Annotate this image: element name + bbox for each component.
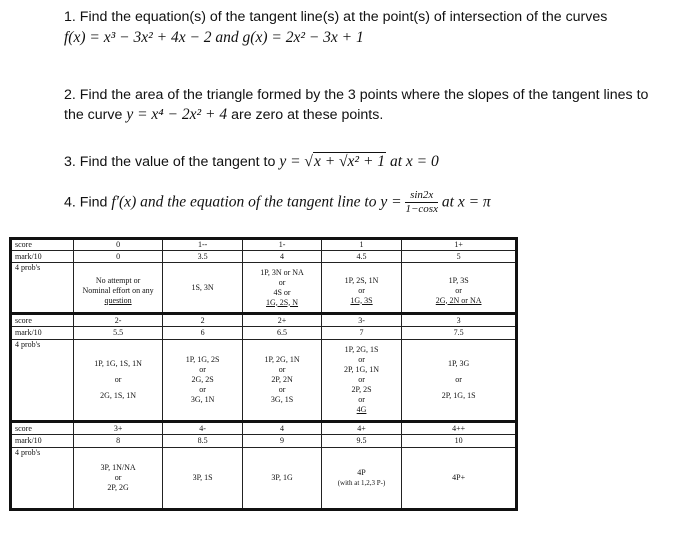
criteria-line: or — [358, 285, 365, 295]
question-3 — [64, 152, 439, 172]
criteria-cell — [243, 263, 321, 314]
criteria-line: 2G, 2S — [191, 375, 214, 384]
question-4-math: f′(x) and the equation of the tangent line to y = — [111, 193, 402, 211]
question-2-tail: are zero at these points. — [231, 107, 384, 123]
mark-cell: 4.5 — [321, 251, 402, 263]
mark-cell: 7.5 — [402, 327, 517, 340]
mark-cell: 8.5 — [162, 435, 242, 448]
criteria-line: 1P, 3S — [448, 275, 469, 285]
criteria-cell — [162, 340, 242, 422]
mark-row — [11, 435, 517, 448]
criteria-line: 4G — [356, 405, 367, 414]
problems-row — [11, 263, 517, 314]
mark-cell: 6.5 — [243, 327, 321, 340]
criteria-line: 2P, 2N — [271, 375, 293, 384]
criteria-line: 1P, 2G, 1S — [344, 345, 379, 354]
score-cell: 2+ — [243, 314, 321, 327]
grading-rubric-table — [9, 237, 518, 511]
criteria-line: No attempt or — [95, 275, 141, 285]
mark-cell: 7 — [321, 327, 402, 340]
score-cell: 4++ — [402, 422, 517, 435]
mark-cell: 10 — [402, 435, 517, 448]
mark-row — [11, 327, 517, 340]
score-row — [11, 239, 517, 251]
criteria-line: or — [358, 395, 365, 404]
criteria-cell — [74, 448, 163, 510]
criteria-cell — [402, 340, 517, 422]
criteria-line: 3G, 1N — [190, 395, 215, 404]
score-label: score — [11, 422, 74, 435]
score-row — [11, 314, 517, 327]
fraction-denominator: 1−cosx — [405, 203, 438, 215]
criteria-line: question — [104, 295, 132, 305]
criteria-cell — [243, 340, 321, 422]
criteria-line: or — [199, 365, 206, 374]
mark-cell: 3.5 — [162, 251, 242, 263]
criteria-cell — [321, 448, 402, 510]
problems-label: 4 prob's — [11, 263, 74, 314]
criteria-line: 1P, 3G — [447, 359, 470, 368]
criteria-line: 4S or — [273, 287, 291, 297]
question-1-line-1: 1. Find the equation(s) of the tangent line(s) at the point(s) of intersection of the curves — [64, 9, 608, 25]
mark-row — [11, 251, 517, 263]
score-cell: 1-- — [162, 239, 242, 251]
mark-cell: 6 — [162, 327, 242, 340]
score-cell: 4+ — [321, 422, 402, 435]
question-3-radicand: x + √x² + 1 — [313, 153, 386, 170]
criteria-cell — [321, 340, 402, 422]
question-2-text: the curve — [64, 107, 123, 123]
mark-cell: 0 — [74, 251, 163, 263]
problems-row — [11, 340, 517, 422]
criteria-cell — [74, 263, 163, 314]
criteria-cell — [74, 340, 163, 422]
score-cell: 4 — [243, 422, 321, 435]
criteria-line: or — [278, 365, 286, 374]
question-4-fraction — [405, 190, 437, 215]
criteria-line: Nominal effort on any — [82, 285, 154, 295]
mark-cell: 8 — [74, 435, 163, 448]
question-3-prefix: 3. Find the value of the tangent to — [64, 154, 276, 170]
question-2-equation: y = x⁴ − 2x² + 4 — [126, 106, 228, 123]
mark-cell: 5 — [402, 251, 517, 263]
criteria-line: 1G, 3S — [350, 295, 373, 305]
score-cell: 2 — [162, 314, 242, 327]
criteria-line: 1P, 1G, 1S, 1N — [94, 359, 142, 368]
criteria-line: or — [358, 355, 365, 364]
fraction-numerator: sin2x — [405, 190, 437, 203]
score-value: 0 — [116, 240, 121, 249]
question-3-suffix: at x = 0 — [390, 153, 439, 170]
problems-label: 4 prob's — [11, 448, 74, 510]
criteria-line: 2P, 2S — [351, 385, 372, 394]
question-2-line-1: 2. Find the area of the triangle formed by the 3 points where the slopes of the tangent lines to — [64, 87, 649, 103]
criteria-line: or — [199, 385, 206, 394]
score-cell — [74, 239, 163, 251]
criteria-line: 2P, 1G, 1S — [441, 391, 476, 400]
mark-cell: 4 — [243, 251, 321, 263]
score-cell: 1 — [321, 239, 402, 251]
criteria-line: 1P, 2S, 1N — [344, 275, 379, 285]
score-cell: 2- — [74, 314, 163, 327]
score-cell: 3- — [321, 314, 402, 327]
score-cell: 1+ — [402, 239, 517, 251]
criteria-line: 4P — [357, 468, 366, 477]
criteria-cell — [402, 263, 517, 314]
criteria-line: 2P, 1G, 1N — [343, 365, 380, 374]
question-1-line-2 — [64, 28, 364, 48]
question-4 — [64, 190, 491, 215]
criteria-line: or — [114, 473, 122, 482]
criteria-line: 2P, 2G — [107, 483, 129, 492]
score-cell: 3+ — [74, 422, 163, 435]
score-label: score — [11, 314, 74, 327]
question-4-prefix: 4. Find — [64, 194, 108, 211]
question-3-math-prefix: y = √ — [279, 153, 313, 170]
score-cell: 3 — [402, 314, 517, 327]
score-cell: 1- — [243, 239, 321, 251]
criteria-cell: 4P+ — [402, 448, 517, 510]
criteria-line: 1P, 3N or NA — [260, 267, 304, 277]
mark-label: mark/10 — [11, 251, 74, 263]
criteria-line: 2G, 2N or NA — [435, 295, 482, 305]
mark-label: mark/10 — [11, 327, 74, 340]
criteria-line: or — [278, 385, 286, 394]
problems-label: 4 prob's — [11, 340, 74, 422]
criteria-cell: 3P, 1S — [162, 448, 242, 510]
criteria-cell — [321, 263, 402, 314]
score-label: score — [11, 239, 74, 251]
criteria-line: or — [358, 375, 365, 384]
criteria-line: or — [114, 375, 122, 384]
criteria-line: (with at 1,2,3 P-) — [337, 479, 386, 487]
criteria-line: 1P, 1G, 2S — [185, 355, 220, 364]
criteria-line: 2G, 1S, 1N — [100, 391, 137, 400]
criteria-line: or — [455, 285, 462, 295]
question-4-suffix: at x = π — [441, 193, 491, 211]
mark-label: mark/10 — [11, 435, 74, 448]
question-1-equation: f(x) = x³ − 3x² + 4x − 2 and g(x) = 2x² − 3x + 1 — [64, 29, 364, 46]
mark-cell: 9.5 — [321, 435, 402, 448]
criteria-line: 3G, 1S — [270, 395, 294, 404]
criteria-line: 1G, 2S, N — [266, 297, 299, 307]
mark-cell: 5.5 — [74, 327, 163, 340]
mark-cell: 9 — [243, 435, 321, 448]
criteria-cell: 1S, 3N — [162, 263, 242, 314]
criteria-line: or — [278, 277, 286, 287]
criteria-cell: 3P, 1G — [243, 448, 321, 510]
score-cell: 4- — [162, 422, 242, 435]
criteria-line: 3P, 1N/NA — [100, 463, 136, 472]
problems-row — [11, 448, 517, 510]
score-row — [11, 422, 517, 435]
question-2-line-2 — [64, 105, 383, 125]
criteria-line: or — [455, 375, 462, 384]
criteria-line: 1P, 2G, 1N — [264, 355, 300, 364]
